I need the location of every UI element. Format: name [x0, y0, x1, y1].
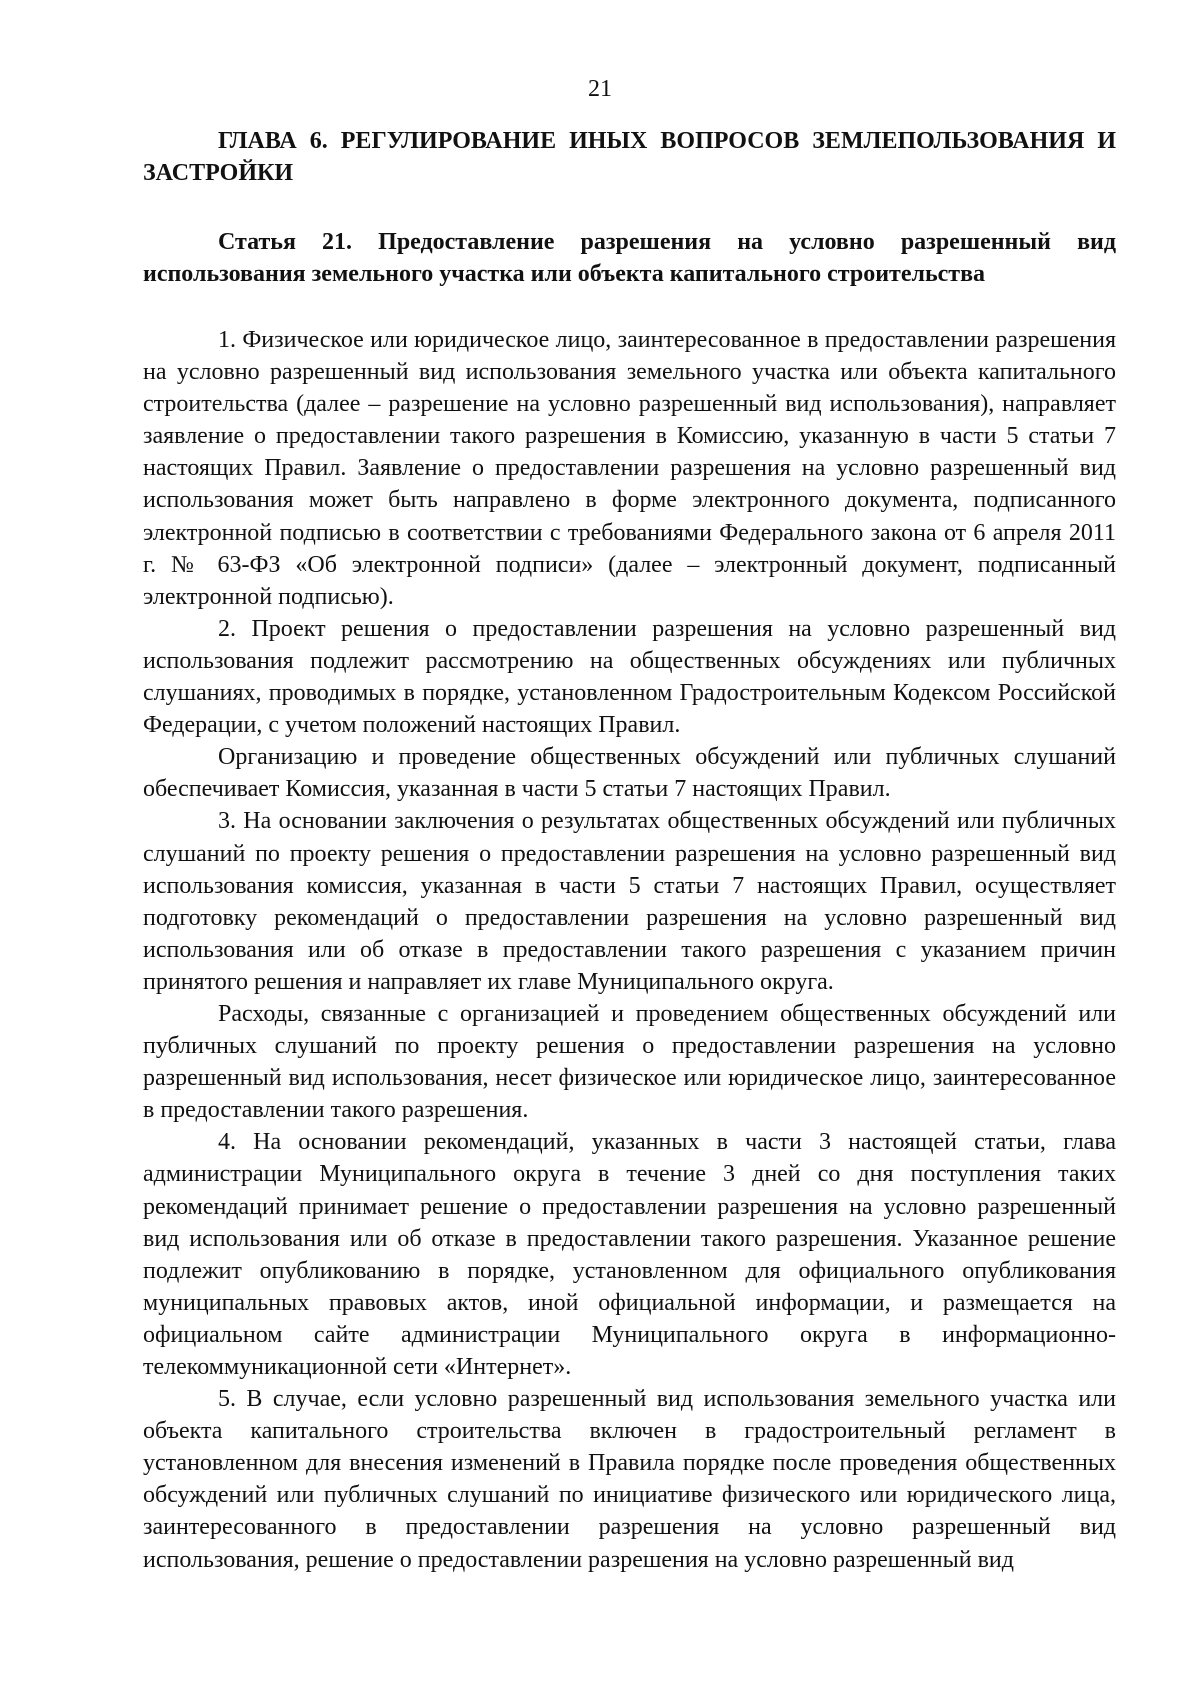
- paragraph-4: 4. На основании рекомендаций, указанных в части 3 настоящей статьи, глава администрации Муниципального округа в течение 3 дней со дня поступления таких рекомендаций принимает решение о предоставлении разрешения на условно разрешенный вид использования или об отказе в предоставлении такого разрешения. Указанное решение подлежит опубликованию в порядке, установленном для официального опубликования муниципальных правовых актов, иной официальной информации, и размещается на официальном сайте администрации Муниципального округа в информационно-телекоммуникационной сети «Интернет».: [143, 1129, 1116, 1380]
- page-content: [143, 125, 1116, 1576]
- paragraph-3: 3. На основании заключения о результатах общественных обсуждений или публичных слушаний по проекту решения о предоставлении разрешения на условно разрешенный вид использования комиссия, указанная в части 5 статьи 7 настоящих Правил, осуществляет подготовку рекомендаций о предоставлении разрешения на условно разрешенный вид использования или об отказе в предоставлении такого разрешения с указанием причин принятого решения и направляет их главе Муниципального округа.: [143, 808, 1116, 995]
- article-title: Статья 21. Предоставление разрешения на условно разрешенный вид использования земельного участка или объекта капитального строительства: [143, 229, 1116, 287]
- article-body: [143, 324, 1116, 1576]
- paragraph-5: 5. В случае, если условно разрешенный вид использования земельного участка или объекта капитального строительства включен в градостроительный регламент в установленном для внесения изменений в Правила порядке после проведения общественных обсуждений или публичных слушаний по инициативе физического или юридического лица, заинтересованного в предоставлении разрешения на условно разрешенный вид использования, решение о предоставлении разрешения на условно разрешенный вид: [143, 1386, 1116, 1573]
- paragraph-3-continued: Расходы, связанные с организацией и проведением общественных обсуждений или публичных слушаний по проекту решения о предоставлении разрешения на условно разрешенный вид использования, несет физическое или юридическое лицо, заинтересованное в предоставлении такого разрешения.: [143, 1000, 1116, 1124]
- paragraph-2: 2. Проект решения о предоставлении разрешения на условно разрешенный вид использования подлежит рассмотрению на общественных обсуждениях или публичных слушаниях, проводимых в порядке, установленном Градостроительным Кодексом Российской Федерации, с учетом положений настоящих Правил.: [143, 615, 1116, 739]
- page-number: 21: [588, 76, 612, 102]
- chapter-title: ГЛАВА 6. РЕГУЛИРОВАНИЕ ИНЫХ ВОПРОСОВ ЗЕМЛЕПОЛЬЗОВАНИЯ И ЗАСТРОЙКИ: [143, 128, 1116, 186]
- paragraph-2-continued: Организацию и проведение общественных обсуждений или публичных слушаний обеспечивает Комиссия, указанная в части 5 статьи 7 настоящих Правил.: [143, 744, 1116, 803]
- paragraph-1: 1. Физическое или юридическое лицо, заинтересованное в предоставлении разрешения на условно разрешенный вид использования земельного участка или объекта капитального строительства (далее – разрешение на условно разрешенный вид использования), направляет заявление о предоставлении такого разрешения в Комиссию, указанную в части 5 статьи 7 настоящих Правил. Заявление о предоставлении разрешения на условно разрешенный вид использования может быть направлено в форме электронного документа, подписанного электронной подписью в соответствии с требованиями Федерального закона от 6 апреля 2011 г. № 63-ФЗ «Об электронной подписи» (далее – электронный документ, подписанный электронной подписью).: [143, 327, 1116, 610]
